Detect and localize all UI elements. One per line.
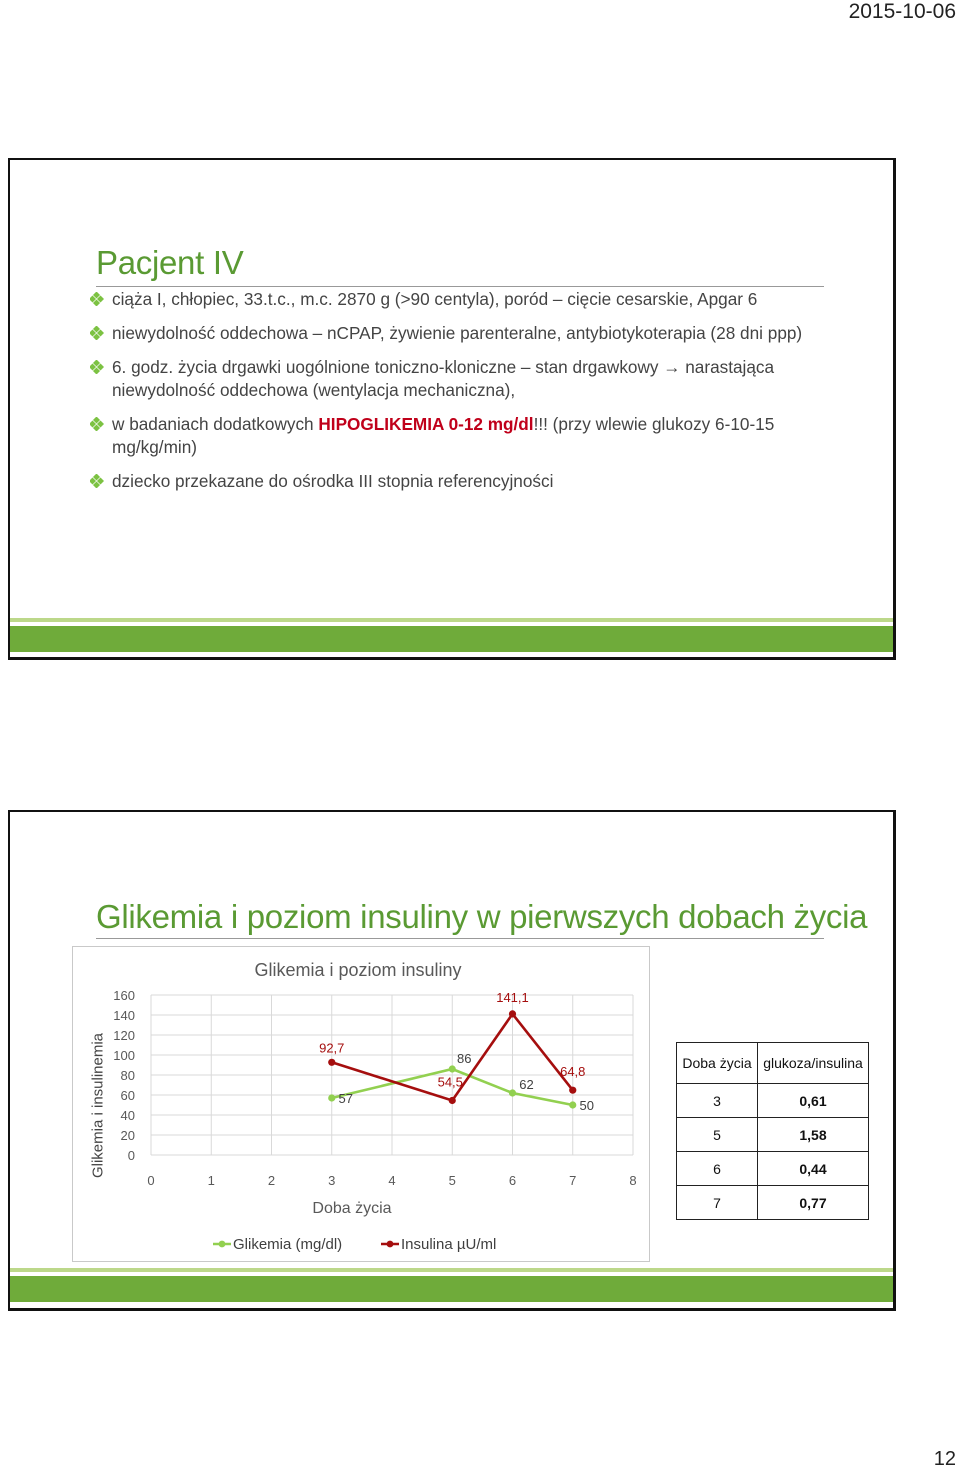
diamond-bullet-icon xyxy=(90,474,104,488)
legend-swatch-marker xyxy=(219,1241,226,1248)
diamond-bullet-icon xyxy=(90,417,104,431)
slide-date: 2015-10-06 xyxy=(848,0,956,23)
title-rule xyxy=(96,286,824,287)
diamond-bullet-icon xyxy=(90,360,104,374)
legend-swatch-marker xyxy=(387,1241,394,1248)
footer-bar-light xyxy=(10,618,893,622)
table-cell-ratio: 0,61 xyxy=(758,1084,869,1118)
bullet-text xyxy=(112,414,774,457)
bullet-item xyxy=(88,413,828,459)
data-label: 92,7 xyxy=(319,1040,345,1056)
table-row xyxy=(677,1152,869,1186)
data-label: 141,1 xyxy=(496,989,529,1005)
page-number: 12 xyxy=(933,1448,956,1470)
table-header-ratio: glukoza/insulina xyxy=(758,1043,869,1084)
data-point xyxy=(569,1087,576,1094)
data-point xyxy=(328,1059,335,1066)
bullet-text-pre: w badaniach dodatkowych xyxy=(112,414,319,434)
table-header-day: Doba życia xyxy=(677,1043,758,1084)
bullet-text: niewydolność oddechowa – nCPAP, żywienie parenteralne, antybiotykoterapia (28 dni ppp) xyxy=(112,323,803,343)
y-tick-label: 100 xyxy=(113,1048,135,1063)
line-chart xyxy=(73,947,649,1261)
bullet-text: dziecko przekazane do ośrodka III stopnia referencyjności xyxy=(112,471,554,491)
slide-title: Glikemia i poziom insuliny w pierwszych dobach życia xyxy=(96,898,868,935)
y-tick-label: 20 xyxy=(120,1128,135,1143)
table-cell-ratio: 0,44 xyxy=(758,1152,869,1186)
table-row xyxy=(677,1084,869,1118)
y-axis-title: Glikemia i insulinemia xyxy=(89,1032,107,1179)
bullet-item xyxy=(88,322,828,345)
x-tick-label: 1 xyxy=(207,1173,215,1188)
footer-bar-light xyxy=(10,1268,893,1272)
table-cell-ratio: 1,58 xyxy=(758,1118,869,1152)
bullet-text-post: !!! (przy wlewie glukozy 6-10-15 mg/kg/min) xyxy=(112,414,775,457)
data-point xyxy=(449,1065,456,1072)
x-tick-label: 5 xyxy=(448,1173,456,1188)
table-cell-ratio: 0,77 xyxy=(758,1186,869,1220)
y-tick-label: 60 xyxy=(120,1088,135,1103)
table-cell-day: 3 xyxy=(677,1084,758,1118)
y-tick-label: 80 xyxy=(120,1068,135,1083)
bullet-item xyxy=(88,356,828,402)
title-rule xyxy=(96,938,824,939)
table-row xyxy=(677,1186,869,1220)
bullet-text: 6. godz. życia drgawki uogólnione toniczno-kloniczne – stan drgawkowy → narastająca niewydolność oddechowa (wentylacja mechaniczna), xyxy=(112,357,775,400)
x-axis-title: Doba życia xyxy=(312,1200,392,1217)
footer-bar xyxy=(10,1276,893,1302)
x-tick-label: 2 xyxy=(267,1173,276,1188)
chart-title: Glikemia i poziom insuliny xyxy=(254,960,462,980)
data-point xyxy=(509,1089,516,1096)
x-tick-label: 7 xyxy=(569,1173,577,1188)
hypoglycemia-highlight: HIPOGLIKEMIA 0-12 mg/dl xyxy=(318,414,534,434)
data-point xyxy=(449,1097,456,1104)
x-tick-label: 3 xyxy=(328,1173,336,1188)
x-tick-label: 4 xyxy=(388,1173,396,1188)
table-header-row xyxy=(677,1043,869,1084)
diamond-bullet-icon xyxy=(90,326,104,340)
table-cell-day: 5 xyxy=(677,1118,758,1152)
data-label: 50 xyxy=(579,1098,594,1113)
table-cell-day: 6 xyxy=(677,1152,758,1186)
legend-label: Glikemia (mg/dl) xyxy=(233,1236,343,1253)
data-point xyxy=(328,1094,335,1101)
data-point xyxy=(569,1101,576,1108)
x-tick-label: 0 xyxy=(147,1173,155,1188)
data-label: 86 xyxy=(457,1051,472,1066)
data-point xyxy=(509,1010,516,1017)
bullet-item xyxy=(88,470,828,493)
data-label: 62 xyxy=(519,1077,534,1092)
legend-label: Insulina µU/ml xyxy=(401,1236,497,1253)
slide-glycemia-insulin xyxy=(8,810,896,1311)
ratio-table xyxy=(676,1042,869,1220)
x-tick-label: 6 xyxy=(508,1173,517,1188)
footer-bar xyxy=(10,626,893,652)
bullet-list xyxy=(88,288,828,504)
data-label: 54,5 xyxy=(437,1074,463,1090)
table-row xyxy=(677,1118,869,1152)
slide-patient-iv xyxy=(8,158,896,660)
y-tick-label: 140 xyxy=(113,1008,135,1023)
table-cell-day: 7 xyxy=(677,1186,758,1220)
x-tick-label: 8 xyxy=(629,1173,637,1188)
bullet-item xyxy=(88,288,828,311)
y-tick-label: 160 xyxy=(113,988,135,1003)
diamond-bullet-icon xyxy=(90,292,104,306)
y-tick-label: 120 xyxy=(113,1028,135,1043)
data-label: 64,8 xyxy=(560,1064,586,1080)
bullet-text: ciąża I, chłopiec, 33.t.c., m.c. 2870 g (>90 centyla), poród – cięcie cesarskie, Apgar 6 xyxy=(112,289,758,309)
data-label: 57 xyxy=(338,1091,353,1106)
y-tick-label: 40 xyxy=(120,1108,135,1123)
slide-title: Pacjent IV xyxy=(96,244,244,281)
y-tick-label: 0 xyxy=(127,1148,135,1163)
chart-container xyxy=(72,946,650,1262)
